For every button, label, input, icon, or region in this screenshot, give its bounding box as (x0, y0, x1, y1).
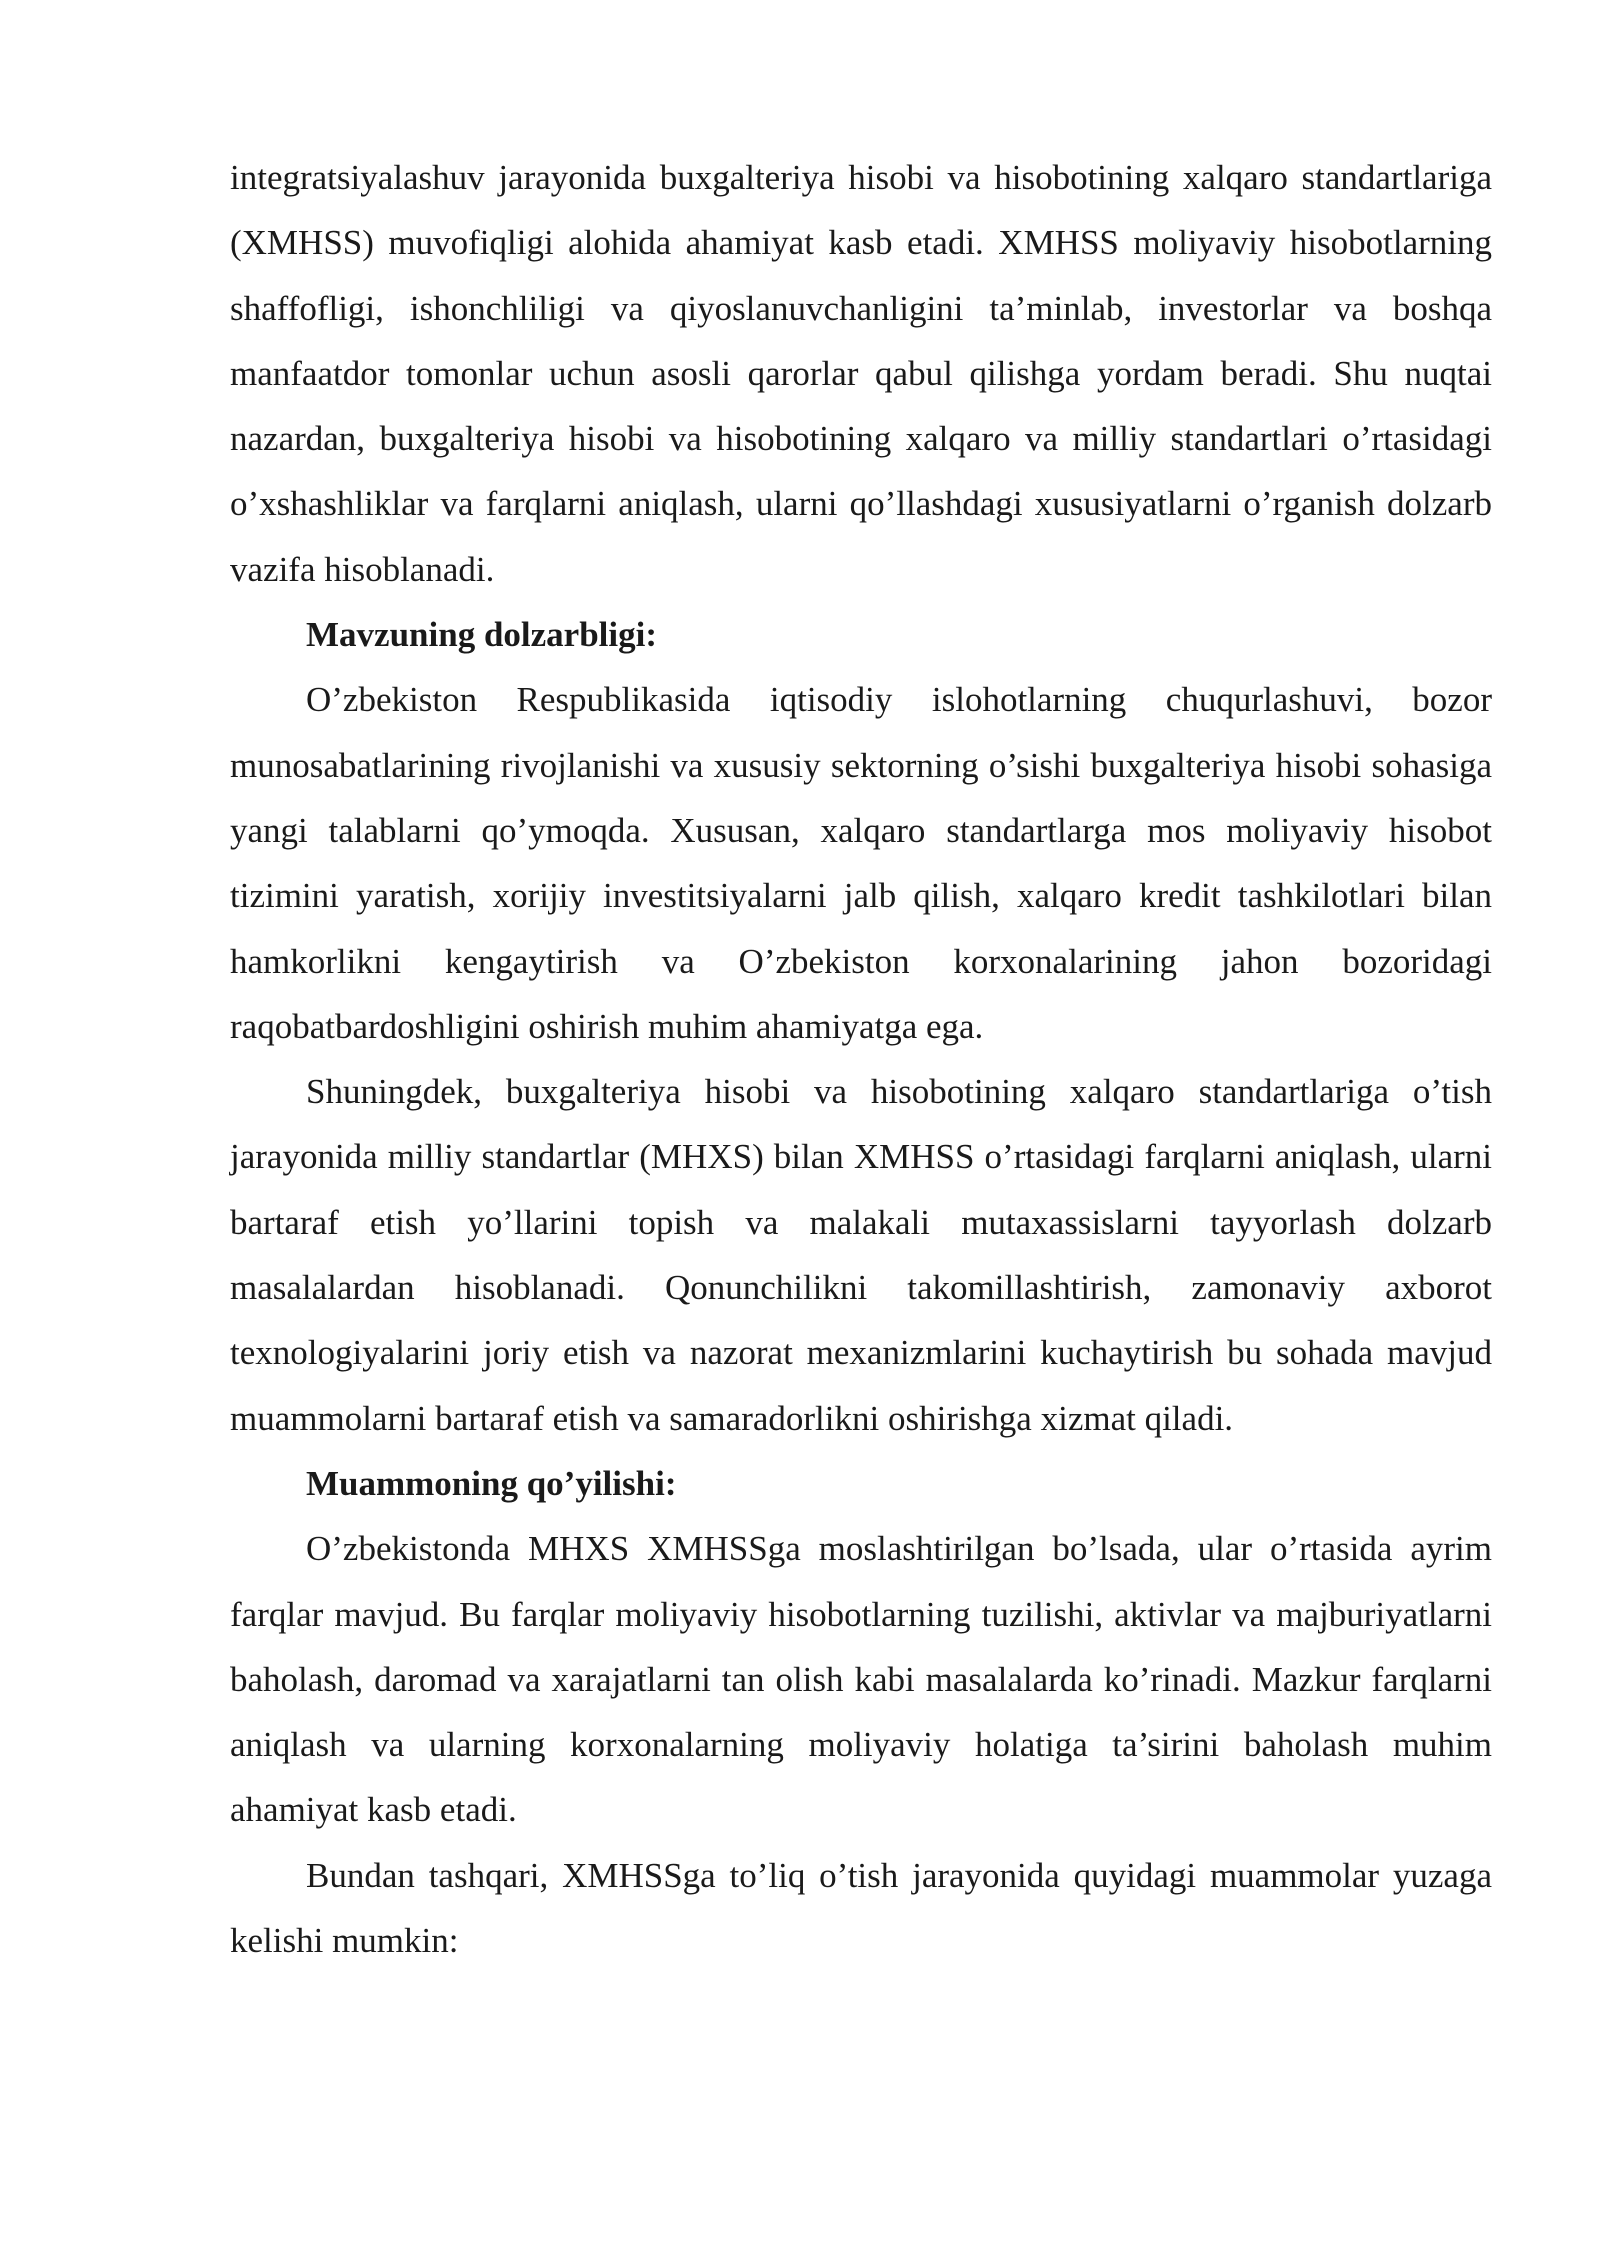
relevance-heading: Mavzuning dolzarbligi: (306, 615, 657, 655)
problem-heading: Muammoning qo’yilishi: (306, 1463, 677, 1503)
relevance-paragraph-1: O’zbekiston Respublikasida iqtisodiy islohotlarning chuqurlashuvi, bozor munosabatlarining rivojlanishi va xususiy sektorning o’sishi buxgalteriya hisobi sohasiga yangi talablarni qo’ymoqda. Xususan, xalqaro standartlarga mos moliyaviy hisobot tizimini yaratish, xorijiy investitsiyalarni jalb qilish, xalqaro kredit tashkilotlari bilan hamkorlikni kengaytirish va O’zbekiston korxonalarining jahon bozoridagi raqobatbardoshligini oshirish muhim ahamiyatga ega. (230, 680, 1492, 1046)
intro-paragraph: integratsiyalashuv jarayonida buxgalteriya hisobi va hisobotining xalqaro standartlariga (XMHSS) muvofiqligi alohida ahamiyat kasb etadi. XMHSS moliyaviy hisobotlarning shaffofligi, ishonchliligi va qiyoslanuvchanligini ta’minlab, investorlar va boshqa manfaatdor tomonlar uchun asosli qarorlar qabul qilishga yordam beradi. Shu nuqtai nazardan, buxgalteriya hisobi va hisobotining xalqaro va milliy standartlari o’rtasidagi o’xshashliklar va farqlarni aniqlash, ularni qo’llashdagi xususiyatlarni o’rganish dolzarb vazifa hisoblanadi. (230, 158, 1492, 589)
problem-paragraph-1: O’zbekistonda MHXS XMHSSga moslashtirilgan bo’lsada, ular o’rtasida ayrim farqlar mavjud. Bu farqlar moliyaviy hisobotlarning tuzilishi, aktivlar va majburiyatlarni baholash, daromad va xarajatlarni tan olish kabi masalalarda ko’rinadi. Mazkur farqlarni aniqlash va ularning korxonalarning moliyaviy holatiga ta’sirini baholash muhim ahamiyat kasb etadi. (230, 1529, 1492, 1830)
relevance-paragraph-2: Shuningdek, buxgalteriya hisobi va hisobotining xalqaro standartlariga o’tish jarayonida milliy standartlar (MHXS) bilan XMHSS o’rtasidagi farqlarni aniqlash, ularni bartaraf etish yo’llarini topish va malakali mutaxassislarni tayyorlash dolzarb masalalardan hisoblanadi. Qonunchilikni takomillashtirish, zamonaviy axborot texnologiyalarini joriy etish va nazorat mexanizmlarini kuchaytirish bu sohada mavjud muammolarni bartaraf etish va samaradorlikni oshirishga xizmat qiladi. (230, 1072, 1492, 1438)
document-body (230, 145, 1492, 1973)
problem-paragraph-2: Bundan tashqari, XMHSSga to’liq o’tish jarayonida quyidagi muammolar yuzaga kelishi mumkin: (230, 1855, 1492, 1961)
